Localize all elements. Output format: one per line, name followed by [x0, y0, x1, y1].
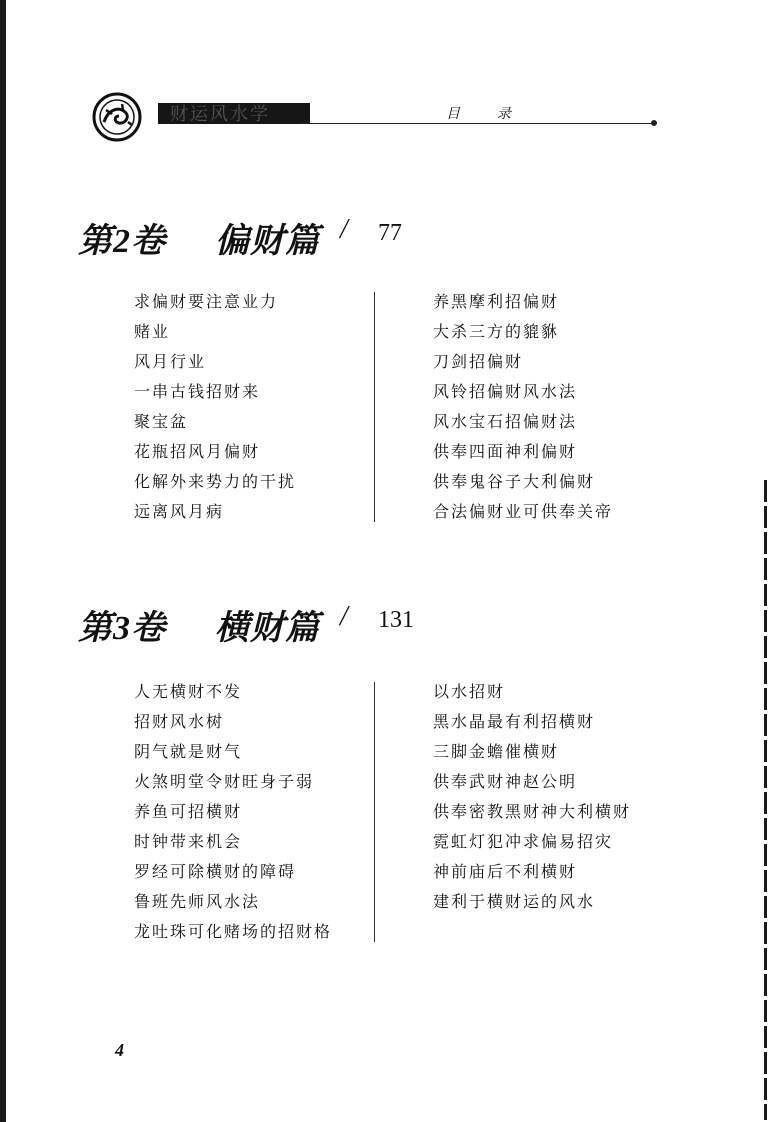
toc-entry: 建利于横财运的风水: [433, 892, 596, 911]
book-title: 财运风水学: [170, 104, 270, 124]
volume-3-left-list: [134, 677, 332, 947]
toc-entry: 供奉四面神利偏财: [433, 442, 578, 461]
dragon-emblem-icon: [92, 92, 142, 142]
toc-entry: 神前庙后不利横财: [433, 862, 578, 881]
volume-slash: /: [340, 601, 348, 632]
volume-number: 第3卷: [78, 610, 166, 647]
toc-entry: 刀剑招偏财: [433, 352, 524, 371]
toc-entry: 以水招财: [433, 682, 506, 701]
toc-entry: 花瓶招风月偏财: [134, 442, 261, 461]
toc-entry: 罗经可除横财的障碍: [134, 862, 297, 881]
toc-entry: 鲁班先师风水法: [134, 892, 261, 911]
toc-entry: 赌业: [134, 322, 171, 341]
toc-entry: 养鱼可招横财: [134, 802, 243, 821]
toc-entry: 三脚金蟾催横财: [433, 742, 560, 761]
toc-entry: 养黑摩利招偏财: [433, 292, 560, 311]
page-edge-shadow: [764, 480, 767, 1120]
toc-label-1: 目: [446, 106, 460, 122]
toc-entry: 一串古钱招财来: [134, 382, 261, 401]
toc-label-2: 录: [497, 106, 511, 122]
volume-2-right-list: [433, 287, 613, 527]
toc-entry: 阴气就是财气: [134, 742, 243, 761]
volume-start-page: 131: [378, 607, 414, 633]
volume-3-right-list: [433, 677, 631, 917]
column-divider: [374, 292, 375, 522]
header-rule: [300, 123, 654, 124]
toc-entry: 人无横财不发: [134, 682, 243, 701]
toc-entry: 供奉密教黑财神大利横财: [433, 802, 632, 821]
page-number: 4: [115, 1040, 124, 1060]
toc-entry: 风水宝石招偏财法: [433, 412, 578, 431]
toc-entry: 霓虹灯犯冲求偏易招灾: [433, 832, 614, 851]
column-divider: [374, 682, 375, 942]
toc-entry: 大杀三方的貔貅: [433, 322, 560, 341]
toc-entry: 招财风水树: [134, 712, 225, 731]
toc-entry: 风月行业: [134, 352, 207, 371]
toc-entry: 火煞明堂令财旺身子弱: [134, 772, 315, 791]
toc-entry: 供奉鬼谷子大利偏财: [433, 472, 596, 491]
toc-entry: 龙吐珠可化赌场的招财格: [134, 922, 333, 941]
toc-entry: 化解外来势力的干扰: [134, 472, 297, 491]
toc-entry: 供奉武财神赵公明: [433, 772, 578, 791]
volume-slash: /: [340, 214, 348, 245]
toc-entry: 求偏财要注意业力: [134, 292, 279, 311]
toc-entry: 黑水晶最有利招横财: [433, 712, 596, 731]
volume-name: 横财篇: [215, 610, 320, 647]
volume-name: 偏财篇: [215, 223, 320, 260]
toc-entry: 风铃招偏财风水法: [433, 382, 578, 401]
header-rule-dot: [651, 120, 657, 126]
toc-entry: 合法偏财业可供奉关帝: [433, 502, 614, 521]
book-spine-edge: [0, 0, 6, 1122]
volume-start-page: 77: [378, 220, 402, 246]
volume-number: 第2卷: [78, 223, 166, 260]
toc-entry: 时钟带来机会: [134, 832, 243, 851]
toc-entry: 远离风月病: [134, 502, 225, 521]
toc-entry: 聚宝盆: [134, 412, 189, 431]
volume-2-left-list: [134, 287, 296, 527]
